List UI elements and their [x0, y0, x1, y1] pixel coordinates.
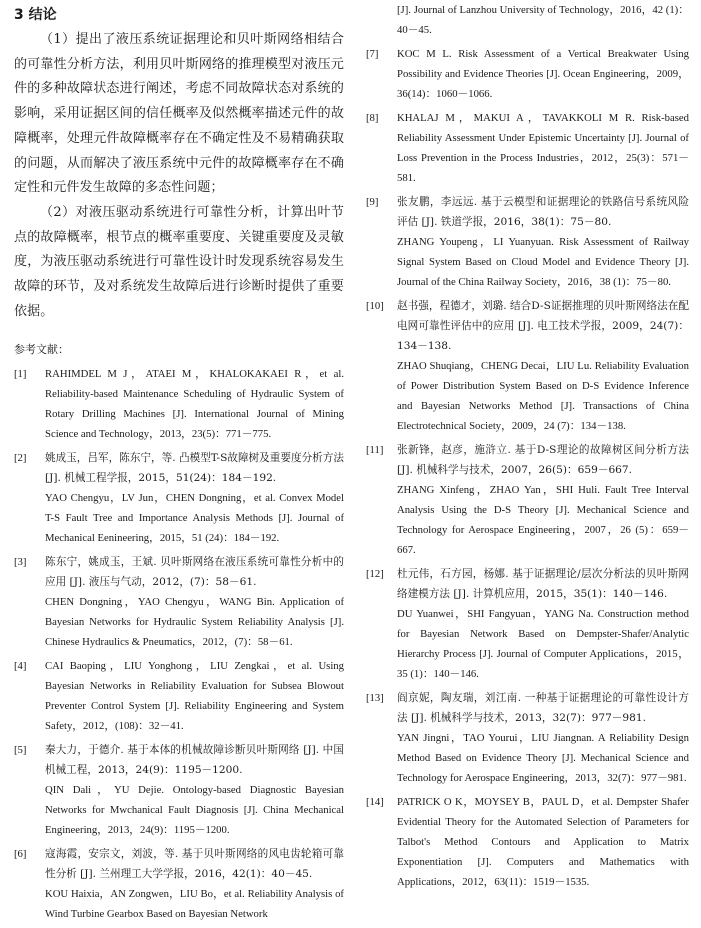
reference-text-english: ZHAO Shuqiang，CHENG Decai，LIU Lu. Reliability Evaluation of Power Distribution System Based on D-S Evidence Inference and Bayesian Networks Method [J]. Transactions of China Electrotechnical Society，2009，24 (7)：134－138.: [397, 360, 689, 432]
reference-text-english: ZHANG Youpeng，LI Yuanyuan. Risk Assessment of Railway Signal System Based on Cloud Model and Evidence Theory [J]. Journal of the China Railway Society，2016，38 (1)：75－80.: [397, 236, 689, 288]
reference-number: [11]: [366, 444, 384, 456]
reference-text-english: ZHANG Xinfeng，ZHAO Yan，SHI Huli. Fault Tree Interval Analysis Using the D-S Theory [J]. Mechanical Science and Technology for Aerospace Engineering，2007，26 (5)：659－667.: [397, 484, 689, 556]
reference-item: [366, 792, 689, 892]
reference-text-chinese: 张友鹏，李远远. 基于云模型和证据理论的铁路信号系统风险评估 [J]. 铁道学报，2016，38(1)：75－80.: [397, 196, 689, 228]
reference-number: [3]: [14, 556, 27, 569]
reference-list: [14, 364, 344, 924]
reference-item: [366, 564, 689, 684]
reference-text-english: QIN Dali，YU Dejie. Ontology-based Diagnostic Bayesian Networks for Mwchanical Fault Diagnosis [J]. China Mechanical Engineering，2013，24(9)：1195－1200.: [45, 784, 344, 837]
reference-text-chinese: 张新锋，赵彦，施浒立. 基于D-S理论的故障树区间分析方法 [J]. 机械科学与技术，2007，26(5)：659－667.: [397, 444, 689, 476]
reference-text-english: KHALAJ M，MAKUI A，TAVAKKOLI M R. Risk-based Reliability Assessment Under Epistemic Uncertainty [J]. Journal of Loss Prevention in the Process Industries，2012，25(3)：571－581.: [397, 112, 689, 184]
right-column: [366, 0, 689, 896]
reference-number: [2]: [14, 452, 27, 465]
reference-text-english: KOC M L. Risk Assessment of a Vertical Breakwater Using Possibility and Evidence Theories [J]. Ocean Engineering，2009，36(14)：1060－1066.: [397, 48, 689, 100]
reference-number: [13]: [366, 692, 384, 704]
reference-item: [14, 740, 344, 840]
reference-text-english: KOU Haixia，AN Zongwen，LIU Bo，et al. Reliability Analysis of Wind Turbine Gearbox Based on Bayesian Network: [45, 888, 344, 921]
reference-number: [4]: [14, 660, 27, 673]
reference-number: [12]: [366, 568, 384, 580]
reference-text-english: CAI Baoping，LIU Yonghong，LIU Zengkai，et al. Using Bayesian Networks in Reliability Evaluation for Subsea Blowout Preventer Control System [J]. Reliability Engineering and System Safety，2012，(108)：32－41.: [45, 660, 344, 733]
reference-text-english: PATRICK O K，MOYSEY B，PAUL D，et al. Dempster Shafer Evidential Theory for the Automated Selection of Parameters for Talbot's Method Contours and Application to Matrix Exponentiation [J]. Computers and Mathematics with Applications，2012，63(11)：1519－1535.: [397, 796, 689, 888]
reference-item: [14, 656, 344, 736]
reference-item: [366, 0, 689, 40]
reference-item: [14, 552, 344, 652]
reference-item: [14, 448, 344, 548]
reference-item: [366, 108, 689, 188]
reference-text-chinese: 杜元伟，石方园，杨娜. 基于证据理论/层次分析法的贝叶斯网络建模方法 [J]. 计算机应用，2015，35(1)：140－146.: [397, 568, 689, 600]
reference-number: [6]: [14, 848, 27, 861]
reference-list: [366, 0, 689, 892]
reference-number: [7]: [366, 48, 379, 60]
reference-text-english: [J]. Journal of Lanzhou University of Technology，2016，42 (1)：40－45.: [397, 4, 689, 36]
reference-text-chinese: 赵书强，程德才，刘璐. 结合D-S证据推理的贝叶斯网络法在配电网可靠性评估中的应用 [J]. 电工技术学报，2009，24(7)：134－138.: [397, 300, 689, 352]
reference-number: [10]: [366, 300, 384, 312]
reference-number: [14]: [366, 796, 384, 808]
reference-item: [366, 440, 689, 560]
reference-item: [366, 192, 689, 292]
reference-number: [1]: [14, 368, 27, 381]
reference-text-english: DU Yuanwei，SHI Fangyuan，YANG Na. Construction method for Bayesian Network Based on Dempster-Shafer/Analytic Hierarchy Process [J]. Journal of Computer Applications，2015，35 (1)：140－146.: [397, 608, 689, 680]
reference-text-chinese: 寇海霞，安宗文，刘波，等. 基于贝叶斯网络的风电齿轮箱可靠性分析 [J]. 兰州理工大学学报，2016，42(1)：40－45.: [45, 848, 344, 881]
conclusion-paragraph: （2）对液压驱动系统进行可靠性分析，计算出叶节点的故障概率，根节点的概率重要度、关键重要度及灵敏度，为液压驱动系统进行可靠性设计时发现系统容易发生故障的环节，及对系统发生故障后进行诊断时提供了重要依据。: [14, 204, 344, 319]
reference-item: [366, 296, 689, 436]
references-heading: 参考文献：: [14, 343, 69, 357]
reference-text-english: YAN Jingni，TAO Yourui，LIU Jiangnan. A Reliability Design Method Based on Evidence Theory [J]. Mechanical Science and Technology for Aerospace Engineering，2013，32(7)：977－981.: [397, 732, 689, 784]
reference-number: [9]: [366, 196, 379, 208]
conclusion-paragraph: （1）提出了液压系统证据理论和贝叶斯网络相结合的可靠性分析方法，利用贝叶斯网络的推理模型对液压元件的多种故障状态进行阐述，考虑不同故障状态对系统的影响，采用证据区间的信任概率及似然概率描述元件的故障概率，处理元件故障概率存在不确定性及不易精确获取的问题，从而解决了液压系统中元件的故障概率存在不确定性和元件发生故障的多态性问题；: [14, 32, 344, 196]
reference-item: [366, 44, 689, 104]
reference-text-chinese: 阎京妮，陶友瑞，刘江南. 一种基于证据理论的可靠性设计方法 [J]. 机械科学与技术，2013，32(7)：977－981.: [397, 692, 689, 724]
reference-number: [8]: [366, 112, 379, 124]
reference-item: [366, 688, 689, 788]
reference-number: [5]: [14, 744, 27, 757]
reference-text-english: RAHIMDEL M J，ATAEI M，KHALOKAKAEI R，et al. Reliability-based Maintenance Scheduling of Hydraulic System of Rotary Drilling Machines [J]. International Journal of Mining Science and Technology，2013，23(5)：771－775.: [45, 368, 344, 441]
reference-text-chinese: 秦大力，于德介. 基于本体的机械故障诊断贝叶斯网络 [J]. 中国机械工程，2013，24(9)：1195－1200.: [45, 744, 344, 777]
reference-item: [14, 844, 344, 924]
reference-item: [14, 364, 344, 444]
left-column: [14, 0, 344, 928]
section-heading-conclusion: 3 结论: [14, 7, 57, 23]
reference-text-chinese: 姚成玉，吕军，陈东宁，等. 凸模型T-S故障树及重要度分析方法 [J]. 机械工程学报，2015，51(24)：184－192.: [45, 452, 344, 485]
reference-text-chinese: 陈东宁，姚成玉，王斌. 贝叶斯网络在液压系统可靠性分析中的应用 [J]. 液压与气动，2012，(7)：58－61.: [45, 556, 344, 589]
reference-text-english: CHEN Dongning，YAO Chengyu，WANG Bin. Application of Bayesian Networks for Hydraulic System Reliability Analysis [J]. Chinese Hydraulics & Pneumatics，2012，(7)：58－61.: [45, 596, 344, 649]
reference-text-english: YAO Chengyu，LV Jun，CHEN Dongning，et al. Convex Model T-S Fault Tree and Importance Analysis Methods [J]. Journal of Mechanical Eenineering，2015，51 (24)：184－192.: [45, 492, 344, 545]
